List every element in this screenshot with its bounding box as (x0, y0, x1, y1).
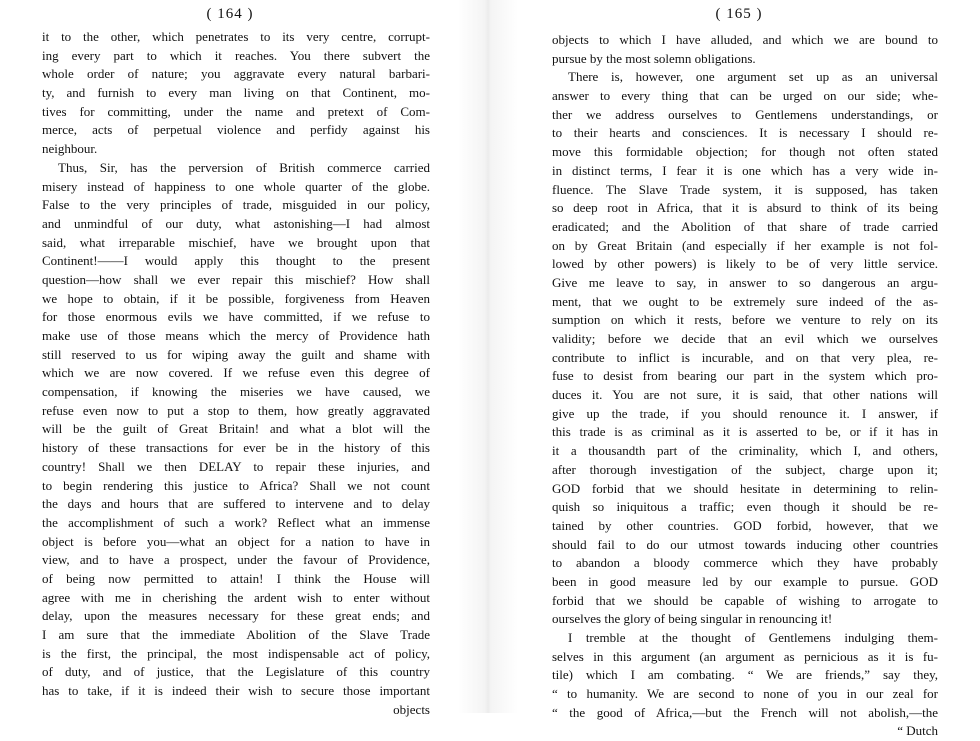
text-line: been in good measure led by our example to pursue. GOD (552, 573, 938, 589)
text-line: ment, that we ought to be extremely sure indeed of the as- (552, 293, 938, 309)
text-line: fuse to desist from bearing our part in the system which pro- (552, 368, 938, 384)
text-line: this trade is as criminal as it is asserted to be, or if it has in (552, 424, 938, 440)
text-line: the days and hours that are suffered to intervene and to delay (42, 496, 430, 512)
text-line: whole order of nature; you aggravate every natural barbari- (42, 66, 430, 82)
text-line: of duty, and of justice, that the Legislature of this country (42, 664, 430, 680)
text-line: pursue by the most solemn obligations. (552, 50, 756, 66)
text-line: still reserved to us for wiping away the guilt and shame with (42, 346, 430, 362)
text-line: misery instead of happiness to one whole quarter of the globe. (42, 178, 430, 194)
text-line: should fail to do our utmost towards inducing other countries (552, 536, 938, 552)
catchword: “ Dutch (897, 723, 938, 739)
text-line: country! Shall we then DELAY to repair these injuries, and (42, 458, 430, 474)
text-line: view, and to have a prospect, under the favour of Providence, (42, 552, 430, 568)
text-line: to abandon a bloody commerce which they have probably (552, 555, 938, 571)
text-line: it to the other, which penetrates to its very centre, corrupt- (42, 29, 430, 44)
text-line: object is before you—what an object for a nation to have in (42, 533, 430, 549)
text-line: question—how shall we ever repair this mischief? How shall (42, 271, 430, 287)
text-line: answer to every thing that can be urged on our side; whe- (552, 88, 938, 104)
text-line: has to take, if it is indeed their wish to secure those important (42, 683, 430, 699)
text-line: eradicated; and the Abolition of that share of trade carried (552, 218, 938, 234)
text-line: objects to which I have alluded, and which we are bound to (552, 32, 938, 47)
left-page (30, 0, 430, 717)
text-line: False to the very principles of trade, misguided in our policy, (42, 197, 430, 213)
text-line: in distinct terms, I fear it is one which has a very wide in- (552, 162, 938, 178)
text-line: There is, however, one argument set up as an universal (568, 69, 938, 85)
text-line: so deep root in Africa, that it is absurd to think of its being (552, 200, 938, 216)
text-line: will be the guilt of Great Britain! and what a blot will the (42, 421, 430, 437)
text-line: it a thousandth part of the criminality, which I, and others, (552, 443, 938, 459)
text-line: to their hearts and consciences. It is necessary I should re- (552, 125, 938, 141)
text-line: merce, acts of perpetual violence and perfidy against his (42, 122, 430, 138)
page-text (42, 28, 430, 719)
text-line: to begin rendering this justice to Africa? Shall we not count (42, 477, 430, 493)
text-line: we hope to obtain, if it be possible, forgiveness from Heaven (42, 290, 430, 306)
text-line: validity; before we decide that an evil which we ourselves (552, 331, 938, 346)
text-line: for those enormous evils we have committed, if we refuse to (42, 309, 430, 325)
text-line: Continent!——I would apply this thought to the present (42, 253, 430, 269)
text-line: Give me leave to say, in answer to so dangerous an argu- (552, 274, 938, 290)
text-line: give up the trade, if you should renounce it. I answer, if (552, 405, 938, 421)
text-line: history of these transactions for ever be in the history of this (42, 440, 430, 456)
text-line: make use of those means which the mercy of Providence hath (42, 328, 430, 343)
text-line: ourselves the glory of being singular in renouncing it! (552, 611, 833, 627)
text-line: on by Great Britain (and especially if her example is not fol- (552, 237, 938, 253)
text-line: “ the good of Africa,—but the French will not abolish,—the (552, 704, 938, 720)
text-line: and unmindful of our duty, what astonishing—I had almost (42, 215, 430, 231)
text-line: fluence. The Slave Trade system, it is supposed, has taken (552, 181, 938, 197)
catchword: objects (393, 701, 430, 717)
text-line: quish so iniquitous a traffic; even though it should be re- (552, 499, 938, 515)
text-line: Thus, Sir, has the perversion of British commerce carried (58, 159, 430, 175)
text-line: I am sure that the immediate Abolition of the Slave Trade (42, 627, 430, 642)
page-number: ( 164 ) (206, 6, 254, 22)
text-line: compensation, if knowing the miseries we have caused, we (42, 384, 430, 400)
text-line: agree with me in cherishing the ardent wish to enter without (42, 589, 430, 605)
text-line: duces it. You are not sure, it is said, that other nations will (552, 387, 938, 403)
text-line: move this formidable objection; for though not often stated (552, 144, 938, 160)
text-line: neighbour. (42, 141, 98, 157)
text-line: tile) which I am combating. “ We are friends,” say they, (552, 667, 938, 683)
right-page (540, 0, 938, 739)
text-line: of being now permitted to attain! I think the House will (42, 570, 430, 586)
text-line: said, what irreparable mischief, have we brought upon that (42, 234, 430, 250)
gutter-shadow (458, 0, 518, 713)
text-line: delay, upon the measures necessary for these great ends; and (42, 608, 430, 624)
text-line: after thorough investigation of the subject, charge upon it; (552, 461, 938, 477)
text-line: selves in this argument (an argument as pernicious as it is fu- (552, 648, 938, 664)
text-line: ty, and furnish to every man living on that Continent, mo- (42, 85, 430, 101)
text-line: refuse even now to put a stop to them, how greatly aggravated (42, 402, 430, 418)
text-line: tives for committing, under the name and pretext of Com- (42, 103, 430, 119)
text-line: is the first, the principal, the most indispensable act of policy, (42, 645, 430, 661)
text-line: which we are now covered. If we refuse even this degree of (42, 365, 430, 381)
text-line: “ to humanity. We are second to none of you in our zeal for (552, 686, 938, 702)
text-line: ther we address ourselves to Gentlemens understandings, or (552, 106, 938, 122)
text-line: lowed by other powers) is likely to be of very little service. (552, 256, 938, 272)
page-text (552, 31, 938, 741)
text-line: tained by other countries. GOD forbid, however, that we (552, 517, 938, 533)
text-line: forbid that we should be capable of wishing to arrogate to (552, 592, 938, 608)
text-line: ing every part to which it reaches. You there subvert the (42, 47, 430, 63)
text-line: the accomplishment of such a work? Reflect what an immense (42, 514, 430, 530)
text-line: contribute to inflict is incurable, and on that very plea, re- (552, 349, 938, 365)
text-line: GOD forbid that we should hesitate in determining to relin- (552, 480, 938, 496)
text-line: I tremble at the thought of Gentlemens indulging them- (568, 630, 938, 645)
page-number: ( 165 ) (715, 6, 763, 22)
text-line: sumption on which it rests, before we venture to rely on its (552, 312, 938, 328)
